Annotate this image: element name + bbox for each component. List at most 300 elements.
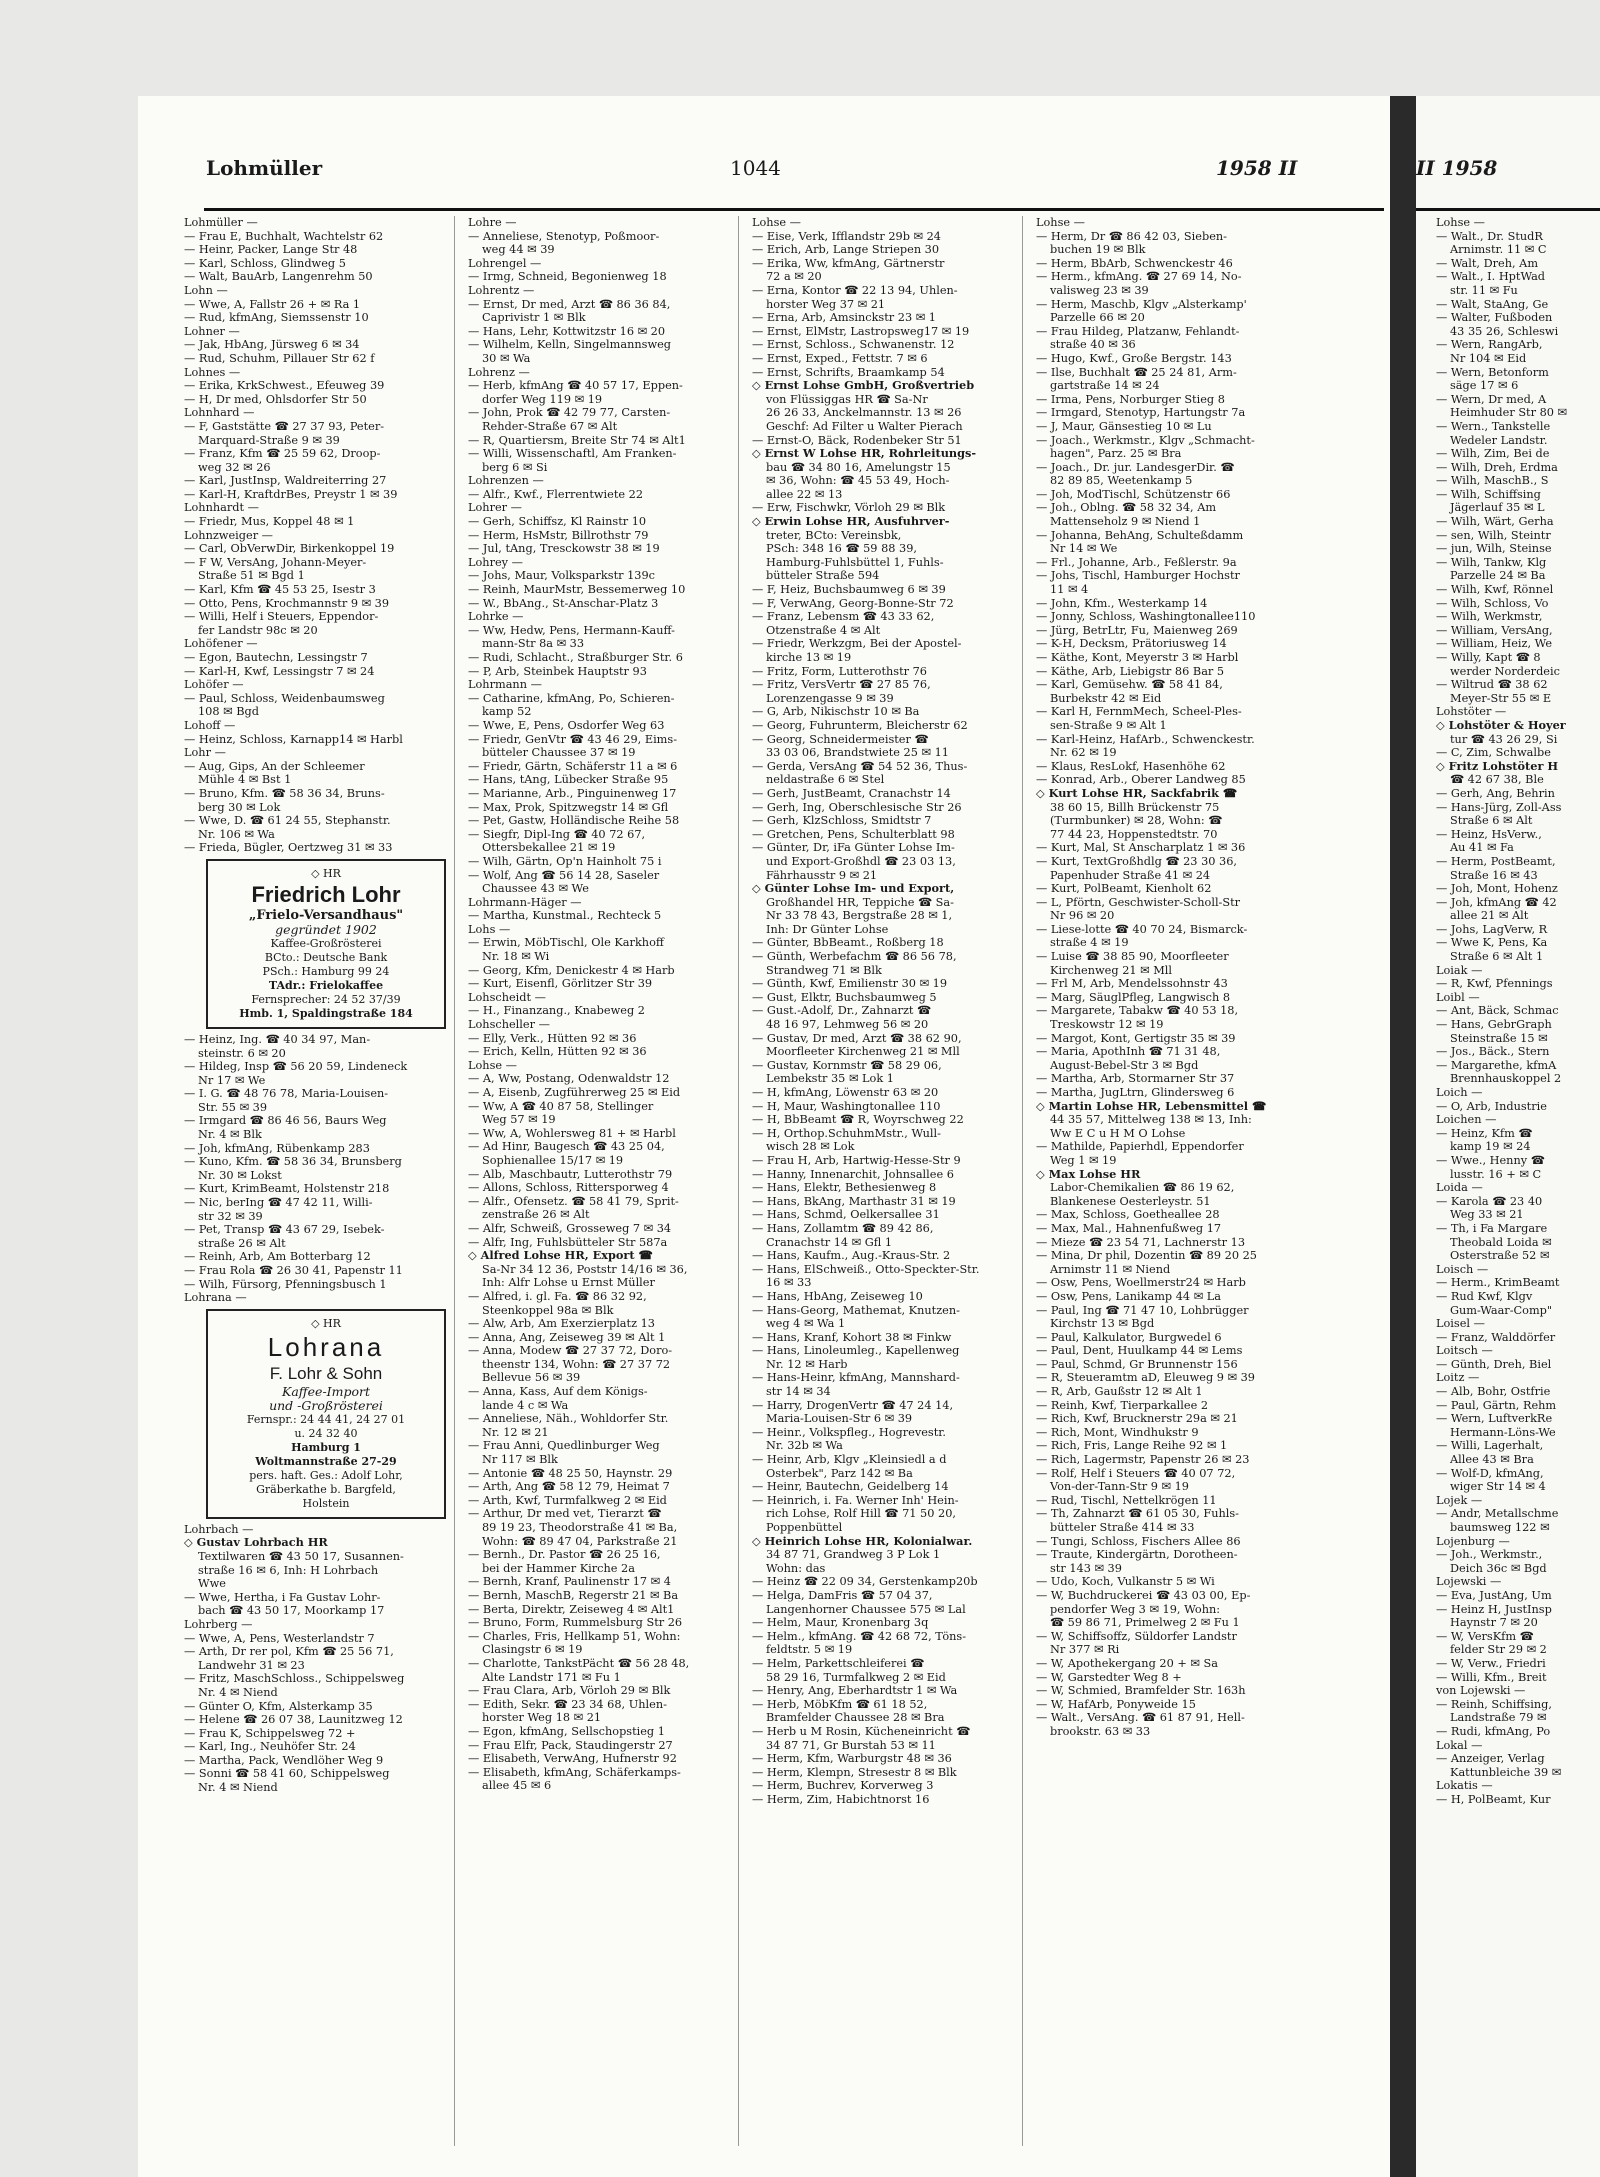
directory-entry-line: — Gerh, Ang, Behrin — [1436, 786, 1555, 800]
directory-entry-line: — Paul, Kalkulator, Burgwedel 6 — [1036, 1330, 1222, 1344]
directory-entry-line: — Reinh, MaurMstr, Bessemerweg 10 — [468, 583, 686, 597]
ad-line: u. 24 32 40 — [294, 1426, 358, 1440]
directory-entry-line: Loida — — [1436, 1181, 1483, 1195]
directory-entry-line: Allee 43 ✉ Bra — [1450, 1453, 1534, 1467]
directory-entry-line: — Anneliese, Näh., Wohldorfer Str. — [468, 1412, 669, 1426]
directory-entry-line: Rehder-Straße 67 ✉ Alt — [482, 419, 618, 433]
directory-entry-line: — Herm, Klempn, Stresestr 8 ✉ Blk — [752, 1765, 957, 1779]
directory-entry-line: — Georg, Fuhrunterm, Bleicherstr 62 — [752, 718, 968, 732]
directory-entry-line: PSch: 348 16 ☎ 59 88 39, — [766, 542, 918, 556]
directory-entry-line: str 143 ✉ 39 — [1050, 1561, 1122, 1575]
directory-entry-line: Nr. 12 ✉ Harb — [766, 1357, 848, 1371]
directory-entry-line: Lohrana — — [184, 1291, 247, 1305]
directory-entry-line: Arnimstr. 11 ✉ C — [1450, 243, 1547, 257]
directory-entry-line: — Rud, Tischl, Nettelkrögen 11 — [1036, 1493, 1217, 1507]
directory-entry-line: ◇ Fritz Lohstöter H — [1436, 759, 1559, 773]
directory-entry-line: brookstr. 63 ✉ 33 — [1050, 1724, 1151, 1738]
directory-entry-line: Nr 33 78 43, Bergstraße 28 ✉ 1, — [766, 909, 953, 923]
directory-entry-line: — J, Maur, Gänsestieg 10 ✉ Lu — [1036, 419, 1212, 433]
directory-entry-line: — Hans, GebrGraph — [1436, 1018, 1552, 1032]
ad-line: Gräberkathe b. Bargfeld, — [256, 1482, 396, 1496]
directory-entry-line: — Martha, Pack, Wendlöher Weg 9 — [184, 1753, 384, 1767]
directory-entry-line: Lohrey — — [468, 555, 523, 569]
directory-entry-line: — Heinz ☎ 22 09 34, Gerstenkamp20b — [752, 1575, 978, 1589]
directory-entry-line: — Alfr., Ofensetz. ☎ 58 41 79, Sprit- — [468, 1194, 679, 1208]
directory-entry-line: — I. G. ☎ 48 76 78, Maria-Louisen- — [184, 1087, 389, 1101]
directory-entry-line: — Wilh, Tankw, Klg — [1436, 555, 1547, 569]
directory-entry-line: — Johanna, BehAng, Schulteßdamm — [1036, 528, 1244, 542]
directory-entry-line: — W, HafArb, Ponyweide 15 — [1036, 1697, 1196, 1711]
directory-entry-line: Loisch — — [1436, 1262, 1489, 1276]
directory-entry-line: ◇ Günter Lohse Im- und Export, — [752, 882, 955, 896]
directory-entry-line: — Herm, Dr ☎ 86 42 03, Sieben- — [1036, 229, 1227, 243]
directory-entry-line: Nr. 18 ✉ Wi — [482, 950, 550, 964]
directory-entry-line: ◇ Ernst Lohse GmbH, Großvertrieb — [752, 379, 975, 393]
directory-entry-line: — Margarete, Tabakw ☎ 40 53 18, — [1036, 1004, 1239, 1018]
ad-line: Kaffee-Import — [282, 1383, 370, 1399]
directory-entry-line: Lohrmann-Häger — — [468, 895, 582, 909]
directory-entry-line: — F, Heiz, Buchsbaumweg 6 ✉ 39 — [752, 583, 946, 597]
directory-entry-line: — Johs, Tischl, Hamburger Hochstr — [1036, 569, 1240, 583]
directory-entry-line: — Wern, Betonform — [1436, 365, 1549, 379]
directory-entry-line: Nr. 4 ✉ Niend — [198, 1781, 278, 1795]
directory-entry-line: Hermann-Löns-We — [1450, 1425, 1556, 1439]
directory-entry-line: — Willi, Kfm., Breit — [1436, 1670, 1547, 1684]
directory-entry-line: Weg 33 ✉ 21 — [1450, 1208, 1524, 1222]
directory-entry-line: — Udo, Koch, Vulkanstr 5 ✉ Wi — [1036, 1575, 1215, 1589]
directory-entry-line: — Heinz, Schloss, Karnapp14 ✉ Harbl — [184, 732, 403, 746]
directory-entry-line: — K-H, Decksm, Prätoriusweg 14 — [1036, 637, 1227, 651]
directory-entry-line: — Gust.-Adolf, Dr., Zahnarzt ☎ — [752, 1004, 932, 1018]
directory-entry-line: — Wwe., Henny ☎ — [1436, 1153, 1545, 1167]
directory-entry-line: — Georg, Kfm, Denickestr 4 ✉ Harb — [468, 963, 675, 977]
directory-entry-line: berg 6 ✉ Si — [482, 460, 548, 474]
directory-entry-line: — Joh, Mont, Hohenz — [1436, 882, 1558, 896]
directory-entry-line: ◇ Lohstöter & Hoyer — [1436, 718, 1566, 732]
directory-entry-line: — Karl-H, Kwf, Lessingstr 7 ✉ 24 — [184, 664, 375, 678]
directory-entry-line: — Wwe, A, Pens, Westerlandstr 7 — [184, 1631, 375, 1645]
directory-entry-line: Textilwaren ☎ 43 50 17, Susannen- — [198, 1549, 404, 1563]
directory-entry-line: wiger Str 14 ✉ 4 — [1450, 1480, 1546, 1494]
directory-entry-line: — Ernst, Dr med, Arzt ☎ 86 36 84, — [468, 297, 671, 311]
directory-entry-line: Str. 55 ✉ 39 — [198, 1100, 268, 1114]
directory-entry-line: — Franz, Lebensm ☎ 43 33 62, — [752, 610, 935, 624]
ad-line: Kaffee-Großrösterei — [270, 936, 382, 950]
directory-entry-line: Otzenstraße 4 ✉ Alt — [766, 623, 881, 637]
directory-entry-line: — Alw, Arb, Am Exerzierplatz 13 — [468, 1317, 655, 1331]
directory-entry-line: Nr 96 ✉ 20 — [1050, 909, 1115, 923]
directory-entry-line: Lohrentz — — [468, 283, 535, 297]
directory-entry-line: — Walt, StaAng, Ge — [1436, 297, 1549, 311]
directory-entry-line: säge 17 ✉ 6 — [1450, 379, 1519, 393]
directory-entry-line: — Rud, Schuhm, Pillauer Str 62 f — [184, 351, 375, 365]
ad-line: Woltmannstraße 27-29 — [255, 1454, 397, 1468]
directory-entry-line: — Günth, Werbefachm ☎ 86 56 78, — [752, 950, 957, 964]
directory-entry-line: — Hanny, Innenarchit, Johnsallee 6 — [752, 1167, 954, 1181]
directory-entry-line: — Käthe, Kont, Meyerstr 3 ✉ Harbl — [1036, 651, 1239, 664]
directory-entry-line: — Herm, Maschb, Klgv „Alsterkamp' — [1036, 297, 1247, 311]
directory-entry-line: — Wilhelm, Kelln, Singelmannsweg — [468, 338, 672, 352]
directory-entry-line: — Edith, Sekr. ☎ 23 34 68, Uhlen- — [468, 1697, 667, 1711]
directory-entry-line: — Herb, kfmAng ☎ 40 57 17, Eppen- — [468, 379, 683, 393]
ad-line: und -Großrösterei — [269, 1397, 383, 1413]
directory-entry-line: ☎ 42 67 38, Ble — [1450, 773, 1544, 787]
directory-entry-line: — Margarethe, kfmA — [1436, 1058, 1557, 1072]
directory-entry-line: Sa-Nr 34 12 36, Poststr 14/16 ✉ 36, — [482, 1262, 688, 1276]
directory-entry-line: — Max, Prok, Spitzwegstr 14 ✉ Gfl — [468, 800, 669, 814]
directory-entry-line: Hamburg-Fuhlsbüttel 1, Fuhls- — [766, 555, 944, 569]
next-page — [1416, 96, 1600, 2177]
ad-line: Hamburg 1 — [291, 1440, 361, 1454]
directory-entry-line: — Fritz, MaschSchloss., Schippelsweg — [184, 1672, 405, 1686]
directory-entry-line: Inh: Dr Günter Lohse — [766, 922, 889, 936]
column-3 — [752, 216, 1014, 1806]
directory-entry-line: Lohrenz — — [468, 365, 530, 379]
directory-entry-line: Kirchenweg 21 ✉ Mll — [1050, 963, 1173, 977]
directory-entry-line: Lojewski — — [1436, 1575, 1502, 1589]
directory-entry-line: — Helene ☎ 26 07 38, Launitzweg 12 — [184, 1713, 403, 1727]
directory-entry-line: — Andr, Metallschme — [1436, 1507, 1559, 1521]
next-running-head: II 1958 — [1416, 156, 1498, 180]
directory-entry-line: — John, Prok ☎ 42 79 77, Carsten- — [468, 406, 671, 420]
directory-entry-line: — H, BbBeamt ☎ R, Woyrschweg 22 — [752, 1113, 964, 1127]
directory-entry-line: Lohnes — — [184, 365, 241, 379]
directory-entry-line: — Egon, Bautechn, Lessingstr 7 — [184, 651, 368, 664]
directory-entry-line: Straße 6 ✉ Alt 1 — [1450, 950, 1544, 964]
directory-entry-line: hagen", Parz. 25 ✉ Bra — [1050, 447, 1182, 461]
directory-entry-line: ◇ Max Lohse HR — [1036, 1167, 1141, 1181]
directory-entry-line: straße 26 ✉ Alt — [198, 1236, 286, 1250]
directory-entry-line: — Heinz, HsVerw., — [1436, 827, 1542, 841]
directory-entry-line: 58 29 16, Turmfalkweg 2 ✉ Eid — [766, 1670, 946, 1684]
directory-entry-line: — Karl, Schloss, Glindweg 5 — [184, 256, 346, 270]
directory-entry-line: weg 44 ✉ 39 — [482, 243, 555, 257]
directory-entry-line: — Martha, JugLtrn, Glindersweg 6 — [1036, 1086, 1235, 1099]
directory-entry-line: 77 44 23, Hoppenstedtstr. 70 — [1050, 827, 1218, 841]
directory-entry-line: — Wiltrud ☎ 38 62 — [1436, 678, 1548, 692]
directory-entry-line: — Arthur, Dr med vet, Tierarzt ☎ — [468, 1507, 662, 1521]
directory-entry-line: 26 26 33, Anckelmannstr. 13 ✉ 26 — [766, 406, 962, 420]
directory-entry-line: Lohse — — [1436, 216, 1485, 229]
directory-entry-line: Landstraße 79 ✉ — [1450, 1711, 1547, 1725]
directory-entry-line: Deich 36c ✉ Bgd — [1450, 1561, 1547, 1575]
directory-entry-line: — Karl-Heinz, HafArb., Schwenckestr. — [1036, 732, 1255, 746]
directory-entry-line: — Joh., Werkmstr., — [1436, 1548, 1543, 1562]
directory-entry-line: Straße 51 ✉ Bgd 1 — [198, 569, 305, 583]
directory-entry-line: Ww E C u H M O Lohse — [1050, 1126, 1186, 1140]
directory-entry-line: Lohöfener — — [184, 637, 258, 651]
directory-entry-line: — H, PolBeamt, Kur — [1436, 1792, 1551, 1806]
directory-entry-line: — Wilh, Fürsorg, Pfenningsbusch 1 — [184, 1277, 387, 1291]
directory-entry-line: — Frl., Johanne, Arb., Feßlerstr. 9a — [1036, 555, 1237, 569]
directory-entry-line: allee 21 ✉ Alt — [1450, 909, 1529, 923]
directory-entry-line: — Rudi, kfmAng, Po — [1436, 1724, 1551, 1738]
directory-entry-line: Kattunbleiche 39 ✉ — [1450, 1765, 1562, 1779]
directory-entry-line: Straße 16 ✉ 43 — [1450, 868, 1538, 882]
directory-entry-line: Nr 117 ✉ Blk — [482, 1453, 558, 1467]
directory-entry-line: Treskowstr 12 ✉ 19 — [1050, 1018, 1164, 1032]
directory-entry-line: — A, Ww, Postang, Odenwaldstr 12 — [468, 1072, 670, 1086]
directory-entry-line: — Ernst, Schrifts, Braamkamp 54 — [752, 365, 945, 379]
directory-entry-line: Meyer-Str 55 ✉ E — [1450, 691, 1552, 705]
directory-entry-line: — R, Kwf, Pfennings — [1436, 977, 1553, 991]
directory-entry-line: — Reinh, Kwf, Tierparkallee 2 — [1036, 1398, 1209, 1412]
directory-entry-line: — Osw, Pens, Lanikamp 44 ✉ La — [1036, 1289, 1221, 1303]
directory-entry-line: — Hans, Zollamtm ☎ 89 42 86, — [752, 1221, 934, 1235]
directory-entry-line: — Bruno, Kfm. ☎ 58 36 34, Bruns- — [184, 786, 385, 800]
directory-entry-line: — W., BbAng., St-Anschar-Platz 3 — [468, 596, 659, 610]
directory-entry-line: — Klaus, ResLokf, Hasenhöhe 62 — [1036, 759, 1226, 773]
directory-entry-line: — Herm, BbArb, Schwenckestr 46 — [1036, 256, 1233, 270]
directory-entry-line: — Rich, Fris, Lange Reihe 92 ✉ 1 — [1036, 1439, 1228, 1453]
directory-entry-line: — Gustav, Kornmstr ☎ 58 29 06, — [752, 1058, 942, 1072]
directory-entry-line: — Wilh, Schloss, Vo — [1436, 596, 1549, 610]
directory-entry-line: Nr 104 ✉ Eid — [1450, 351, 1527, 365]
directory-entry-line: — Eise, Verk, Ifflandstr 29b ✉ 24 — [752, 229, 941, 243]
directory-entry-line: — Anzeiger, Verlag — [1436, 1752, 1545, 1766]
directory-entry-line: Lohr — — [184, 746, 226, 760]
directory-entry-line: — Erich, Kelln, Hütten 92 ✉ 36 — [468, 1045, 647, 1059]
directory-entry-line: — Wilh, Gärtn, Op'n Hainholt 75 i — [468, 854, 662, 868]
ad-line: Fernspr.: 24 44 41, 24 27 01 — [246, 1412, 406, 1426]
directory-entry-line: — F W, VersAng, Johann-Meyer- — [184, 555, 367, 569]
directory-entry-line: — Jonny, Schloss, Washingtonallee110 — [1036, 610, 1256, 624]
directory-entry-line: — Karl, JustInsp, Waldreiterring 27 — [184, 474, 387, 488]
directory-entry-line: — Irma, Pens, Norburger Stieg 8 — [1036, 392, 1225, 406]
directory-entry-line: Ottersbekallee 21 ✉ 19 — [482, 841, 616, 855]
directory-entry-line: — Mina, Dr phil, Dozentin ☎ 89 20 25 — [1036, 1249, 1257, 1263]
directory-entry-line: 108 ✉ Bgd — [198, 705, 259, 719]
directory-entry-line: — Walt., I. HptWad — [1436, 270, 1546, 284]
directory-entry-line: Alte Landstr 171 ✉ Fu 1 — [482, 1670, 621, 1684]
directory-entry-line: Lohrenzen — — [468, 474, 544, 488]
directory-entry-line: bütteler Chaussee 37 ✉ 19 — [482, 746, 636, 760]
directory-entry-line: 16 ✉ 33 — [766, 1276, 812, 1290]
directory-entry-line: Heimhuder Str 80 ✉ — [1450, 406, 1568, 420]
directory-entry-line: Steinstraße 15 ✉ — [1450, 1031, 1548, 1045]
directory-entry-line: Cranachstr 14 ✉ Gfl 1 — [766, 1235, 893, 1249]
page-number: 1044 — [730, 156, 781, 180]
directory-entry-line: — Hildeg, Insp ☎ 56 20 59, Lindeneck — [184, 1060, 408, 1074]
directory-entry-line: — Rudi, Schlacht., Straßburger Str. 6 — [468, 651, 683, 664]
directory-entry-line: Lohscheller — — [468, 1018, 550, 1032]
directory-entry-line: buchen 19 ✉ Blk — [1050, 243, 1146, 257]
advertisement-friedrich-lohr — [206, 859, 446, 1029]
directory-entry-line: — Mieze ☎ 23 54 71, Lachnerstr 13 — [1036, 1235, 1246, 1249]
directory-entry-line: straße 4 ✉ 19 — [1050, 936, 1129, 950]
directory-entry-line: — Wolf-D, kfmAng, — [1436, 1466, 1544, 1480]
directory-entry-line: — Walt., VersAng. ☎ 61 87 91, Hell- — [1036, 1711, 1245, 1725]
directory-entry-line: — Th, Zahnarzt ☎ 61 05 30, Fuhls- — [1036, 1507, 1240, 1521]
ad-line: Holstein — [302, 1496, 350, 1510]
directory-entry-line: — W, Buchdruckerei ☎ 43 03 00, Ep- — [1036, 1588, 1251, 1602]
directory-entry-line: — Aug, Gips, An der Schleemer — [184, 759, 365, 773]
directory-entry-line: — Max, Schloss, Goetheallee 28 — [1036, 1208, 1220, 1222]
directory-entry-line: horster Weg 18 ✉ 21 — [482, 1711, 602, 1725]
directory-entry-line: kirche 13 ✉ 19 — [766, 651, 852, 664]
directory-entry-line: — W, VersKfm ☎ — [1436, 1629, 1534, 1643]
directory-entry-line: Nr. 4 ✉ Niend — [198, 1685, 278, 1699]
directory-entry-line: — Erna, Kontor ☎ 22 13 94, Uhlen- — [752, 283, 958, 297]
column-1 — [184, 216, 446, 2156]
directory-entry-line: — Frau Elfr, Pack, Staudingerstr 27 — [468, 1738, 673, 1752]
directory-entry-line: Mattenseholz 9 ✉ Niend 1 — [1050, 515, 1201, 529]
directory-entry-line: Brennhauskoppel 2 — [1450, 1072, 1562, 1086]
directory-entry-line: — Gust, Elktr, Buchsbaumweg 5 — [752, 990, 937, 1004]
directory-entry-line: — Wern, LuftverkRe — [1436, 1412, 1553, 1426]
directory-entry-line: Lohse — — [1036, 216, 1085, 229]
directory-entry-line: — A, Eisenb, Zugführerweg 25 ✉ Eid — [468, 1086, 681, 1099]
directory-entry-line: — Karola ☎ 23 40 — [1436, 1194, 1543, 1208]
directory-entry-line: — Wilh, Wärt, Gerha — [1436, 515, 1554, 529]
directory-entry-line: feldtstr. 5 ✉ 19 — [766, 1643, 853, 1657]
directory-entry-line: 44 35 57, Mittelweg 138 ✉ 13, Inh: — [1050, 1113, 1252, 1127]
ad-line: PSch.: Hamburg 99 24 — [262, 964, 390, 978]
directory-entry-line: — Kurt, Eisenfl, Görlitzer Str 39 — [468, 977, 653, 991]
directory-entry-line: — Frau Hildeg, Platzanw, Fehlandt- — [1036, 324, 1240, 338]
directory-entry-line: — Catharine, kfmAng, Po, Schieren- — [468, 691, 675, 705]
directory-entry-line: Burbekstr 42 ✉ Eid — [1050, 691, 1162, 705]
directory-entry-line: 89 19 23, Theodorstraße 41 ✉ Ba, — [482, 1521, 678, 1534]
directory-entry-line: rich Lohse, Rolf Hill ☎ 71 50 20, — [766, 1507, 956, 1521]
directory-entry-line: — Georg, Schneidermeister ☎ — [752, 732, 929, 746]
directory-entry-line: — Frl M, Arb, Mendelssohnstr 43 — [1036, 977, 1228, 991]
directory-entry-line: — Martha, Kunstmal., Rechteck 5 — [468, 909, 662, 923]
directory-entry-line: — Frau Clara, Arb, Vörloh 29 ✉ Blk — [468, 1684, 671, 1698]
directory-entry-line: Bramfelder Chaussee 28 ✉ Bra — [766, 1711, 945, 1725]
directory-entry-line: — Irmg, Schneid, Begonienweg 18 — [468, 270, 667, 284]
directory-entry-line: — Günth, Kwf, Emilienstr 30 ✉ 19 — [752, 977, 948, 991]
running-head-right: 1958 II — [1216, 156, 1298, 180]
directory-entry-line: — H, Maur, Washingtonallee 110 — [752, 1099, 941, 1113]
directory-entry-line: theenstr 134, Wohn: ☎ 27 37 72 — [482, 1357, 671, 1371]
directory-entry-line: — Joh, kfmAng, Rübenkamp 283 — [184, 1141, 370, 1155]
directory-entry-line: Nr. 30 ✉ Lokst — [198, 1168, 282, 1182]
directory-entry-line: Straße 6 ✉ Alt — [1450, 814, 1533, 828]
directory-entry-line: tur ☎ 43 26 29, Si — [1450, 732, 1558, 746]
directory-entry-line: — W, Schmied, Bramfelder Str. 163h — [1036, 1684, 1246, 1698]
next-header-rule — [1416, 208, 1600, 211]
directory-entry-line: Loitz — — [1436, 1371, 1480, 1385]
directory-entry-line: — Rud, kfmAng, Siemssenstr 10 — [184, 311, 369, 325]
directory-entry-line: — O, Arb, Industrie — [1436, 1099, 1547, 1113]
directory-entry-line: — G, Arb, Nikischstr 10 ✉ Ba — [752, 705, 920, 719]
directory-entry-line: — F, Gaststätte ☎ 27 37 93, Peter- — [184, 419, 385, 433]
directory-entry-line: allee 22 ✉ 13 — [766, 487, 843, 501]
directory-entry-line: — Rich, Kwf, Brucknerstr 29a ✉ 21 — [1036, 1412, 1238, 1426]
directory-entry-line: — Eva, JustAng, Um — [1436, 1588, 1552, 1602]
directory-entry-line: — Günter O, Kfm, Alsterkamp 35 — [184, 1699, 373, 1713]
directory-entry-line: Lohs — — [468, 922, 511, 936]
directory-entry-line: — Martha, Arb, Stormarner Str 37 — [1036, 1072, 1235, 1086]
directory-entry-line: 43 35 26, Schleswi — [1450, 324, 1559, 338]
directory-entry-line: — Gerda, VersAng ☎ 54 52 36, Thus- — [752, 759, 968, 773]
directory-entry-line: — Gerh, KlzSchloss, Smidtstr 7 — [752, 814, 932, 828]
directory-entry-line: Loichen — — [1436, 1113, 1497, 1127]
directory-entry-line: — Joh, ModTischl, Schützenstr 66 — [1036, 487, 1231, 501]
directory-entry-line: — Erw, Fischwkr, Vörloh 29 ✉ Blk — [752, 501, 946, 515]
directory-entry-line: — John, Kfm., Westerkamp 14 — [1036, 596, 1208, 610]
directory-entry-line: — Heinrich, i. Fa. Werner Inh' Hein- — [752, 1493, 959, 1507]
directory-entry-line: 48 16 97, Lehmweg 56 ✉ 20 — [766, 1018, 929, 1032]
directory-entry-line: ◇ Erwin Lohse HR, Ausfuhrver- — [752, 515, 950, 529]
directory-entry-line: Lohnhardt — — [184, 501, 259, 515]
directory-entry-line: ✉ 36, Wohn: ☎ 45 53 49, Hoch- — [766, 474, 950, 488]
directory-entry-line: Parzelle 24 ✉ Ba — [1450, 569, 1546, 583]
directory-entry-line: — Hans, BkAng, Marthastr 31 ✉ 19 — [752, 1194, 956, 1208]
directory-entry-line: — jun, Wilh, Steinse — [1436, 542, 1552, 556]
directory-entry-line: — Willy, Kapt ☎ 8 — [1436, 651, 1541, 664]
ad-line: F. Lohr & Sohn — [269, 1363, 383, 1383]
directory-entry-line: — Günter, BbBeamt., Roßberg 18 — [752, 936, 944, 950]
directory-entry-line: Lojenburg — — [1436, 1534, 1510, 1548]
directory-entry-line: — Anna, Modew ☎ 27 37 72, Doro- — [468, 1344, 673, 1358]
directory-entry-line: Lohrke — — [468, 610, 524, 624]
directory-entry-line: — Hans, Schmd, Oelkersallee 31 — [752, 1208, 940, 1222]
directory-entry-line: — Reinh, Arb, Am Botterbarg 12 — [184, 1250, 371, 1264]
directory-entry-line: — Alfred, i. gl. Fa. ☎ 86 32 92, — [468, 1289, 647, 1303]
directory-entry-line: — Alfr., Kwf., Flerrentwiete 22 — [468, 487, 644, 501]
directory-entry-line: Lokatis — — [1436, 1779, 1493, 1793]
directory-entry-line: — W, Garstedter Weg 8 + — [1036, 1670, 1182, 1684]
directory-entry-line: — Wwe, Hertha, i Fa Gustav Lohr- — [184, 1590, 381, 1604]
directory-entry-line: (Turmbunker) ✉ 28, Wohn: ☎ — [1050, 814, 1223, 828]
directory-entry-line: — H, Orthop.SchuhmMstr., Wull- — [752, 1126, 941, 1140]
directory-entry-line: Bellevue 56 ✉ 39 — [482, 1371, 581, 1385]
directory-entry-line: — Harry, DrogenVertr ☎ 47 24 14, — [752, 1398, 954, 1412]
directory-entry-line: Lohoff — — [184, 718, 236, 732]
directory-entry-line: — Erna, Arb, Amsinckstr 23 ✉ 1 — [752, 311, 936, 325]
directory-entry-line: — Konrad, Arb., Oberer Landweg 85 — [1036, 773, 1246, 787]
column-divider — [1022, 216, 1023, 2146]
directory-entry-line: Lohnzweiger — — [184, 528, 273, 542]
directory-entry-line: — Th, i Fa Margare — [1436, 1221, 1548, 1235]
directory-entry-line: Papenhuder Straße 41 ✉ 24 — [1050, 868, 1211, 882]
directory-entry-line: treter, BCto: Vereinsbk, — [766, 528, 902, 542]
directory-entry-line: — Gerh, Ing, Oberschlesische Str 26 — [752, 800, 962, 814]
directory-entry-line: — Heinr, Packer, Lange Str 48 — [184, 243, 358, 257]
directory-entry-line: felder Str 29 ✉ 2 — [1450, 1643, 1547, 1657]
directory-entry-line: — Karl H, FernmMech, Scheel-Ples- — [1036, 705, 1242, 719]
directory-entry-line: — Jul, tAng, Tresckowstr 38 ✉ 19 — [468, 542, 660, 556]
directory-entry-line: — Carl, ObVerwDir, Birkenkoppel 19 — [184, 542, 395, 556]
directory-entry-line: — Herm, PostBeamt, — [1436, 854, 1556, 868]
directory-entry-line: 33 03 06, Brandstwiete 25 ✉ 11 — [766, 746, 949, 760]
directory-entry-line: — Wilh, Kwf, Rönnel — [1436, 583, 1554, 597]
directory-entry-line: — Herm., kfmAng. ☎ 27 69 14, No- — [1036, 270, 1242, 284]
directory-entry-line: — Hans, Kranf, Kohort 38 ✉ Finkw — [752, 1330, 952, 1344]
directory-entry-line: — Hans-Heinr, kfmAng, Mannshard- — [752, 1371, 960, 1385]
ad-line: ◇ HR — [311, 866, 341, 880]
directory-entry-line: — Anna, Ang, Zeiseweg 39 ✉ Alt 1 — [468, 1330, 666, 1344]
directory-entry-line: Clasingstr 6 ✉ 19 — [482, 1643, 583, 1657]
directory-entry-line: — Rich, Mont, Windhukstr 9 — [1036, 1425, 1199, 1439]
directory-entry-line: — Fritz, Form, Lutterothstr 76 — [752, 664, 927, 678]
directory-entry-line: Loitsch — — [1436, 1344, 1493, 1358]
directory-entry-line: — Otto, Pens, Krochmannstr 9 ✉ 39 — [184, 596, 390, 610]
directory-entry-line: — Ad Hinr, Baugesch ☎ 43 25 04, — [468, 1140, 665, 1154]
directory-entry-line: — Kurt, Mal, St Anscharplatz 1 ✉ 36 — [1036, 841, 1246, 855]
directory-entry-line: — Erika, KrkSchwest., Efeuweg 39 — [184, 379, 385, 393]
directory-entry-line: — Arth, Ang ☎ 58 12 79, Heimat 7 — [468, 1480, 670, 1494]
directory-entry-line: — Wwe K, Pens, Ka — [1436, 936, 1548, 950]
directory-entry-line: — Allons, Schloss, Rittersporweg 4 — [468, 1181, 669, 1195]
directory-entry-line: — H, kfmAng, Löwenstr 63 ✉ 20 — [752, 1086, 939, 1099]
directory-entry-line: 30 ✉ Wa — [482, 351, 531, 365]
directory-entry-line: — Alb, Maschbautr, Lutterothstr 79 — [468, 1167, 673, 1181]
directory-entry-line: — Bruno, Form, Rummelsburg Str 26 — [468, 1616, 683, 1630]
directory-entry-line: — Wilh, Werkmstr, — [1436, 610, 1543, 624]
